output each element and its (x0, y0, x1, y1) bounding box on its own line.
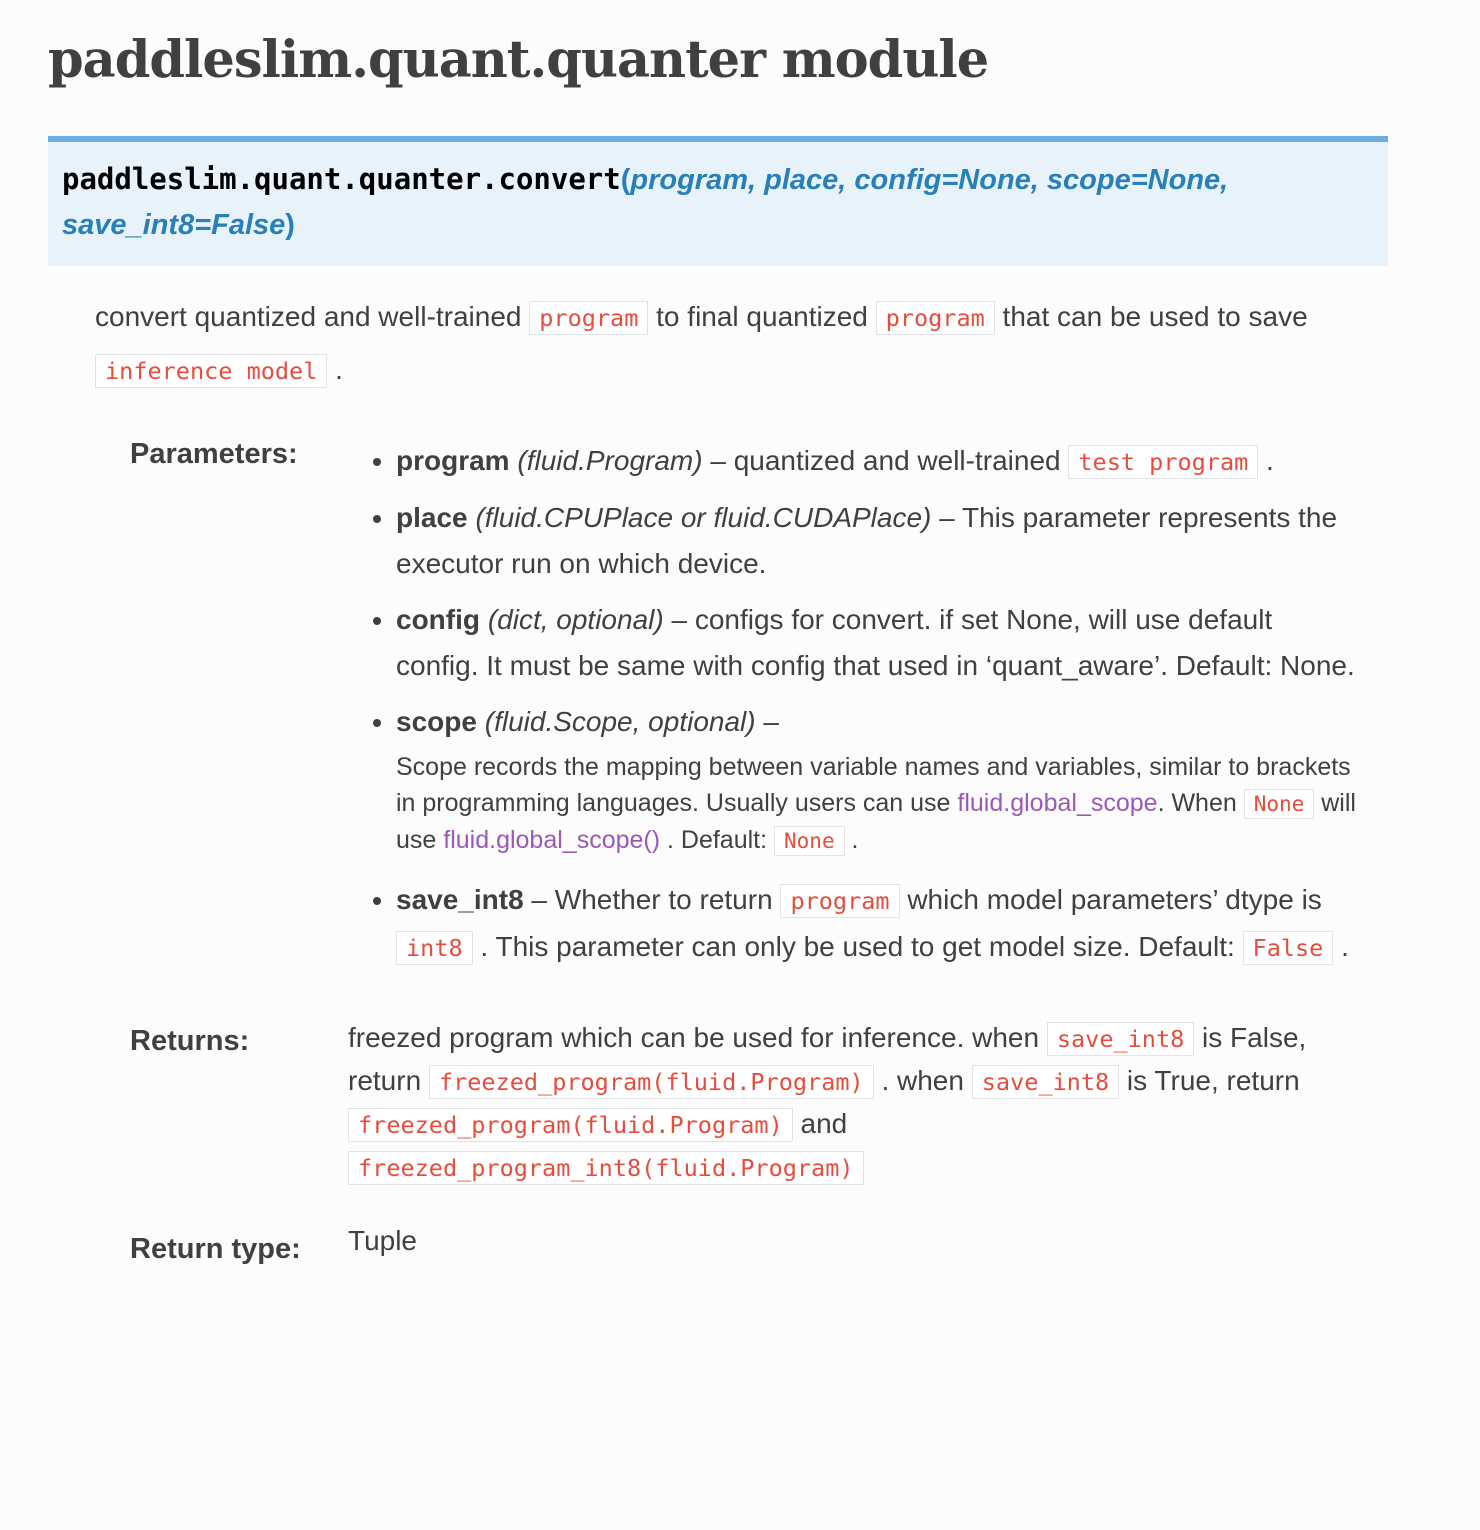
param-desc-text: – quantized and well-trained (702, 445, 1069, 477)
param-desc-text: – Whether to return (523, 884, 781, 916)
returns-text-part: and (792, 1108, 848, 1140)
return-type-body (348, 1225, 1432, 1266)
parameters-field (95, 438, 1432, 981)
inline-code-none: None (774, 826, 845, 856)
param-desc-text: . (844, 826, 859, 855)
inline-code-inference-model: inference model (95, 354, 327, 388)
inline-code-program: program (876, 301, 995, 335)
description-text: to final quantized (648, 301, 876, 332)
param-item-config (396, 597, 1361, 689)
param-type: (fluid.Program) (517, 445, 703, 477)
page-title: paddleslim.quant.quanter module (48, 30, 989, 90)
returns-text-part: is True, return (1119, 1065, 1300, 1097)
param-desc-text: . When (1157, 789, 1244, 818)
description-text: convert quantized and well-trained (95, 301, 530, 332)
inline-code-save-int8: save_int8 (1047, 1022, 1194, 1056)
param-item-save-int8 (396, 877, 1361, 971)
inline-code-int8: int8 (396, 931, 473, 965)
function-signature (48, 136, 1388, 266)
param-desc-text: . This parameter can only be used to get model size. Default: (472, 931, 1243, 963)
param-desc-text: . (1258, 445, 1274, 477)
return-type-value: Tuple (348, 1225, 418, 1257)
param-desc-text: . Default: (660, 826, 775, 855)
description-text: . (327, 353, 343, 385)
returns-body (348, 1017, 1432, 1189)
returns-field (95, 1017, 1432, 1189)
param-desc-text: will use (396, 789, 1356, 855)
returns-text (348, 1017, 1363, 1189)
inline-code-program: program (780, 884, 899, 918)
param-name: program (396, 445, 510, 477)
field-list (95, 438, 1432, 1266)
signature-paren-open: ( (620, 164, 631, 196)
param-desc-text: which model parameters’ dtype is (899, 884, 1322, 916)
param-desc-text: – configs for convert. if set None, will use default config. It must be same with config that used in ‘quant_aware’. Default: None. (396, 604, 1355, 682)
param-name: scope (396, 706, 477, 738)
inline-code-freezed-program: freezed_program(fluid.Program) (429, 1065, 874, 1099)
global-scope-call-link[interactable]: fluid.global_scope() (443, 826, 661, 855)
description-text: that can be used to save (994, 301, 1308, 332)
param-item-place (396, 495, 1361, 587)
param-item-scope (396, 699, 1361, 859)
inline-code-program: program (529, 301, 648, 335)
inline-code-false: False (1243, 931, 1334, 965)
return-type-label: Return type: (130, 1233, 301, 1266)
param-name: place (396, 502, 468, 534)
returns-text-part: . when (873, 1065, 972, 1097)
param-scope-description (396, 749, 1356, 859)
param-name: save_int8 (396, 884, 524, 916)
param-desc-text: . (1333, 931, 1349, 963)
parameters-body (348, 438, 1432, 981)
return-type-field (95, 1225, 1432, 1266)
inline-code-test-program: test program (1068, 445, 1258, 479)
inline-code-save-int8: save_int8 (972, 1065, 1119, 1099)
parameters-label: Parameters: (130, 438, 298, 471)
returns-text-part: freezed program which can be used for inference. when (348, 1022, 1047, 1054)
inline-code-freezed-program: freezed_program(fluid.Program) (348, 1108, 793, 1142)
param-type: (fluid.CPUPlace or fluid.CUDAPlace) (475, 502, 932, 534)
param-type: (dict, optional) (487, 604, 664, 636)
signature-params: program, place, config=None, scope=None, save_int8=False (62, 164, 1229, 241)
description (95, 291, 1367, 396)
param-name: config (396, 604, 480, 636)
returns-label: Returns: (130, 1025, 250, 1058)
inline-code-freezed-program-int8: freezed_program_int8(fluid.Program) (348, 1151, 864, 1185)
inline-code-none: None (1244, 789, 1315, 819)
param-desc-text: Scope records the mapping between variable names and variables, similar to brackets in programming languages. Usually users can use (396, 753, 1351, 818)
function-doc-body (95, 291, 1432, 1266)
parameters-list (348, 438, 1432, 971)
signature-paren-close: ) (285, 209, 295, 241)
global-scope-link[interactable]: fluid.global_scope (957, 789, 1158, 818)
returns-text-part: is False, return (348, 1022, 1307, 1097)
param-type: (fluid.Scope, optional) (484, 706, 756, 738)
param-item-program (396, 438, 1361, 485)
param-desc-dash: – (755, 706, 779, 738)
param-desc-text: – This parameter represents the executor run on which device. (396, 502, 1338, 580)
signature-name: paddleslim.quant.quanter.convert (62, 162, 621, 196)
